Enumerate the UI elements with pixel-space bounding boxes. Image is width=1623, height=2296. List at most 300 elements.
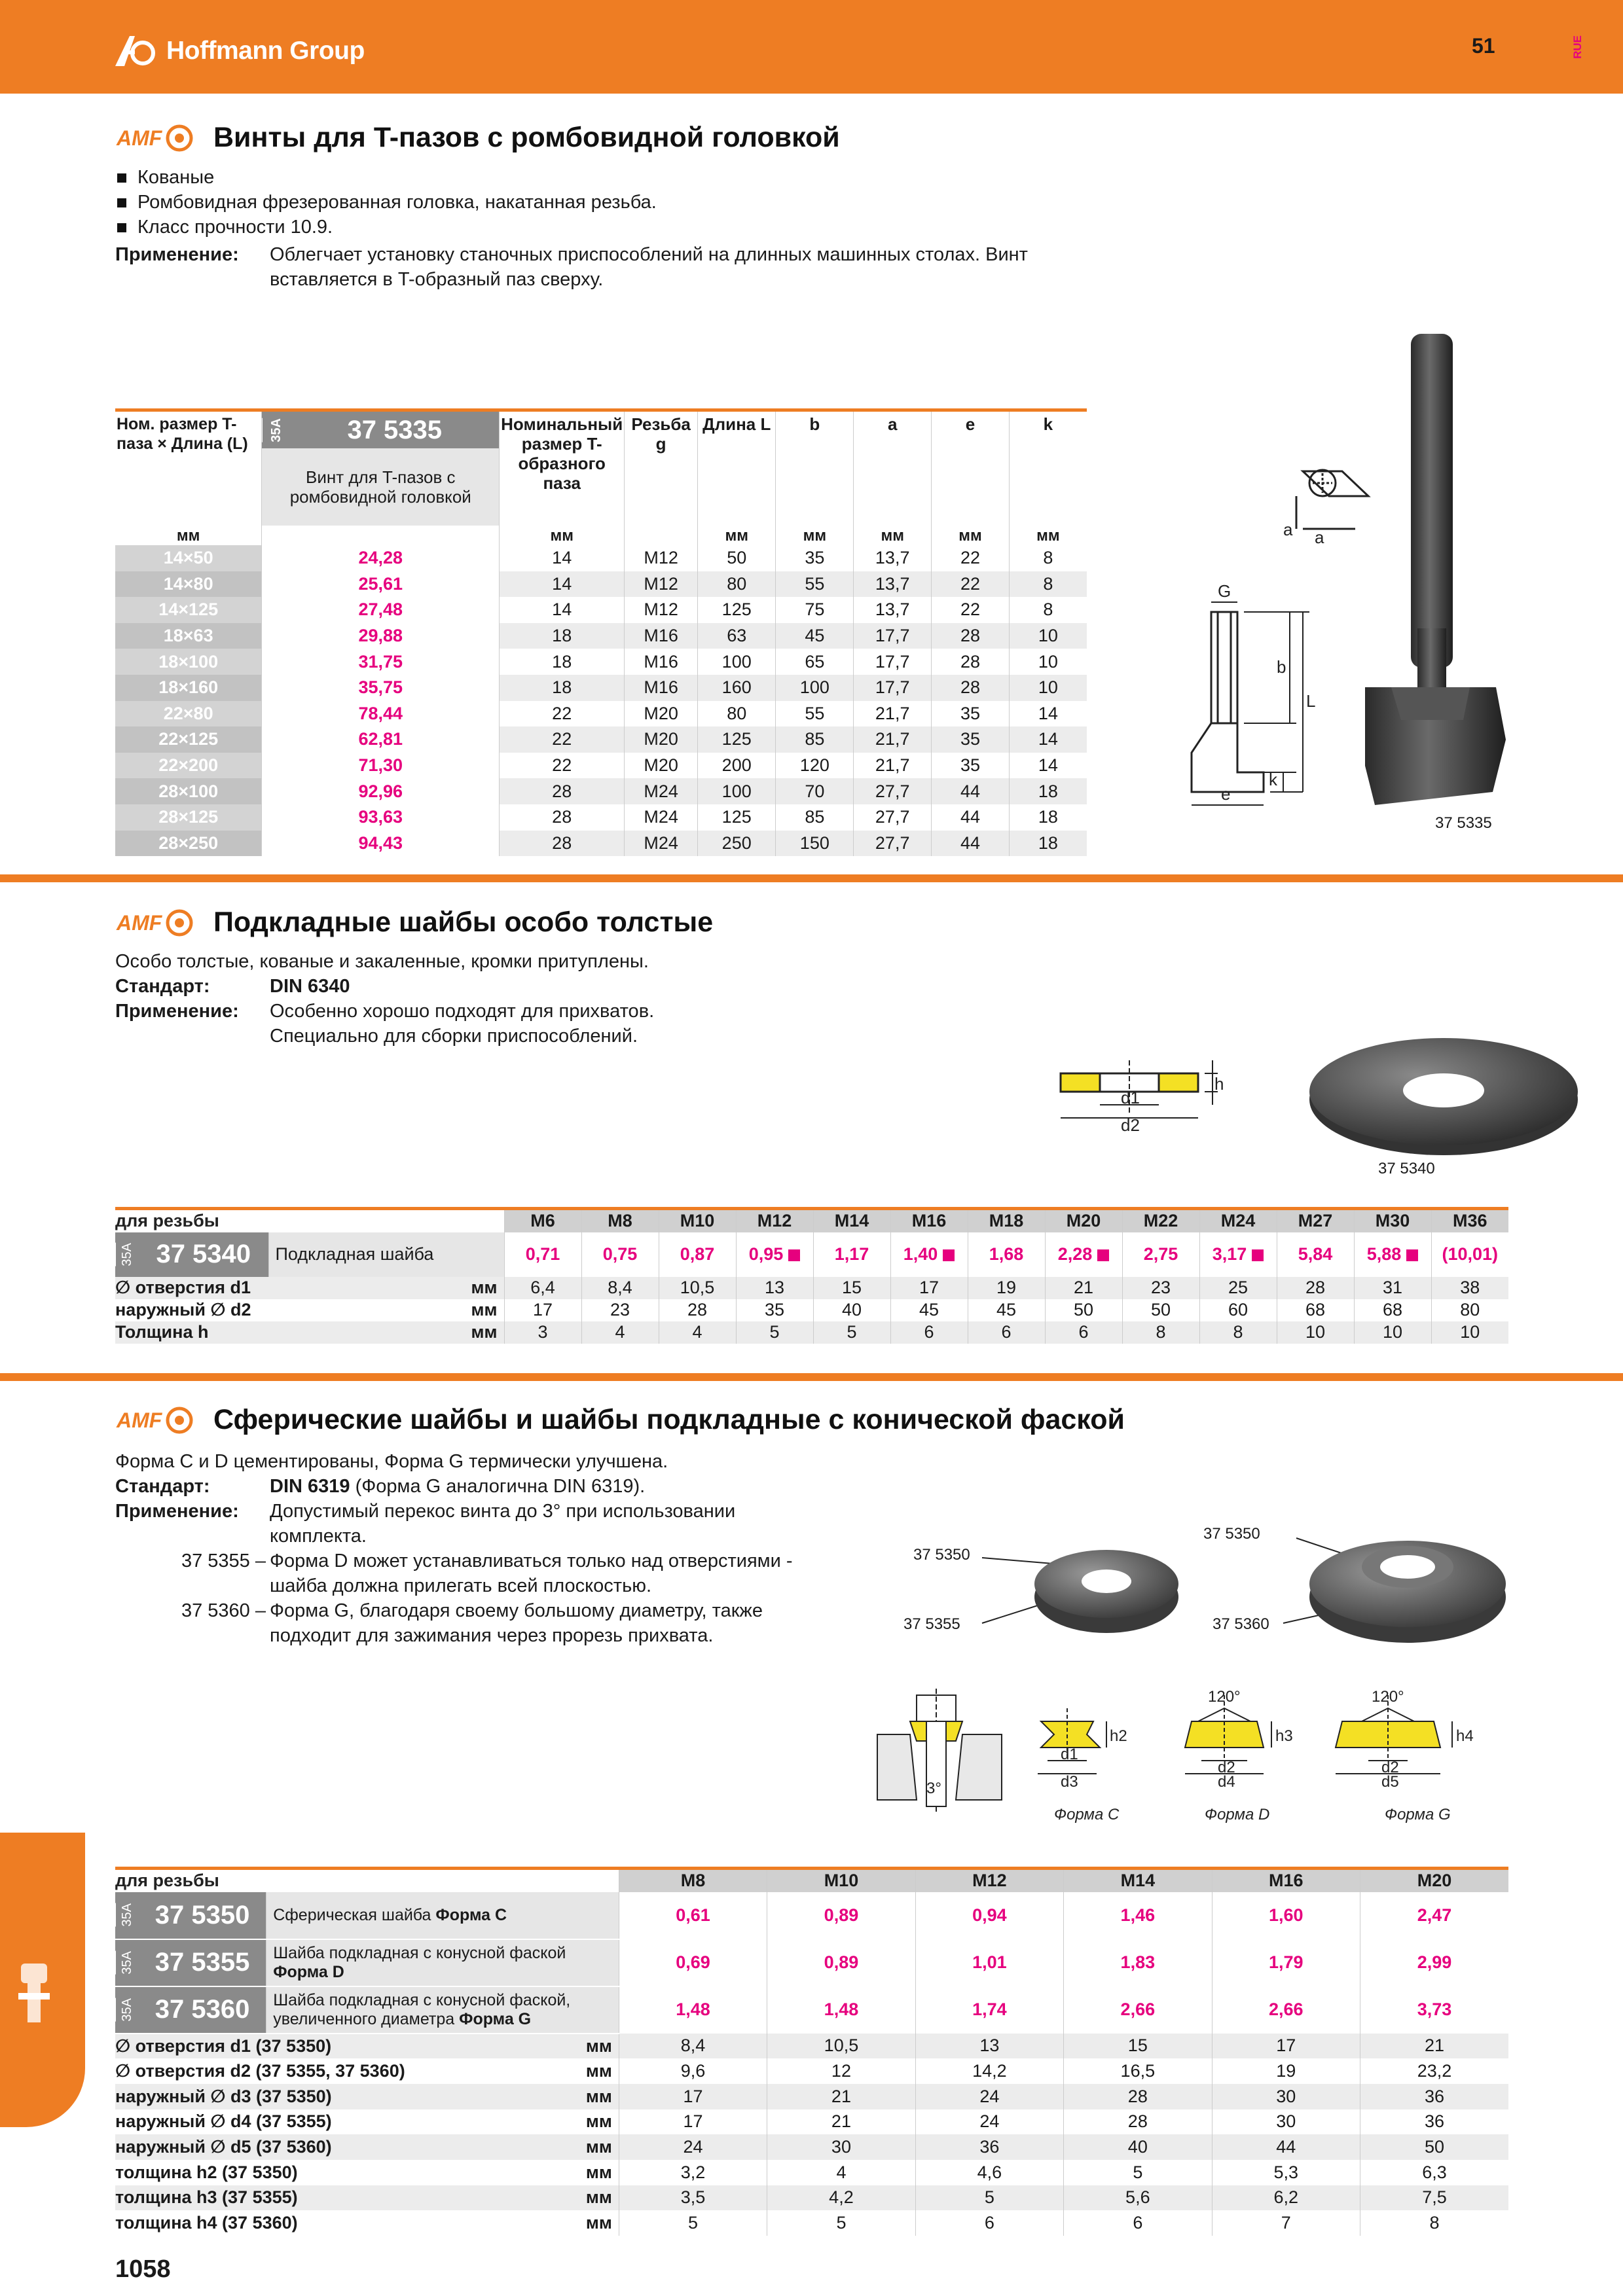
article-cell xyxy=(115,1232,268,1277)
article-number: 37 5350 xyxy=(155,1900,250,1929)
bullet-item: Класс прочности 10.9. xyxy=(115,215,657,240)
unit-cell: мм xyxy=(1009,526,1087,545)
value-cell: 6,4 xyxy=(504,1277,581,1299)
price-cell: 31,75 xyxy=(262,649,500,675)
article-description xyxy=(266,1939,619,1986)
value-cell: 80 xyxy=(697,701,775,727)
value-cell: 22 xyxy=(500,753,625,779)
application-text: Облегчает установку станочных приспособлений на длинных машинных столах. Винт вставляется в T-образный паз сверху. xyxy=(270,244,1028,290)
value-cell: 7 xyxy=(1212,2210,1360,2236)
article-description: Подкладная шайба xyxy=(268,1232,504,1277)
spherical-washers-table xyxy=(115,1867,1508,2236)
standard-value: DIN 6340 xyxy=(270,976,350,997)
application-text: Допустимый перекос винта до 3° при использовании комплекта. xyxy=(270,1501,736,1547)
value-cell: 8 xyxy=(1009,545,1087,571)
value-cell: 28 xyxy=(932,649,1010,675)
article-description xyxy=(266,1986,619,2034)
row-unit: мм xyxy=(586,2034,619,2059)
desc-line: Шайба подкладная с конусной фаской, увеличенного диаметра xyxy=(273,1990,571,2028)
price-cell: 0,89 xyxy=(767,1939,915,1986)
price-cell xyxy=(1199,1232,1277,1277)
value-cell: 68 xyxy=(1277,1299,1354,1321)
unit-cell: мм xyxy=(697,526,775,545)
dim-label-120: 120° xyxy=(1208,1688,1241,1706)
dim-cell: 18×160 xyxy=(115,675,262,701)
dim-label-h: h xyxy=(1214,1074,1224,1094)
price-cell xyxy=(890,1232,968,1277)
thread-header: M22 xyxy=(1122,1209,1199,1232)
form-d-label: Форма D xyxy=(1205,1806,1270,1823)
price-cell xyxy=(736,1232,813,1277)
dim-label-d2: d2 xyxy=(1381,1759,1399,1776)
value-cell: 6 xyxy=(1045,1321,1122,1344)
dim-label-a2: a xyxy=(1315,528,1324,547)
price-cell: 25,61 xyxy=(262,571,500,598)
row-label: наружный ∅ d2 xyxy=(115,1300,251,1319)
value-cell: 44 xyxy=(932,778,1010,804)
value-cell: 6 xyxy=(890,1321,968,1344)
value-cell: 50 xyxy=(1360,2134,1508,2160)
value-cell: 27,7 xyxy=(854,778,932,804)
price-cell xyxy=(581,1232,659,1277)
table-row xyxy=(115,2134,1508,2160)
value-cell: 85 xyxy=(776,726,854,753)
value-cell: 31 xyxy=(1354,1277,1431,1299)
value-cell: 13 xyxy=(915,2034,1063,2059)
table-row xyxy=(115,778,1087,804)
value-cell: 17,7 xyxy=(854,623,932,649)
stock-marker-icon xyxy=(1406,1249,1418,1261)
desc-form: Форма G xyxy=(459,2009,532,2028)
thread-header: M8 xyxy=(619,1869,767,1892)
article-description: Винт для T-пазов с ромбовидной головкой xyxy=(262,448,500,526)
price-value: 1,40 xyxy=(903,1244,938,1264)
tslot-bolt-drawing xyxy=(1165,321,1519,844)
table-row xyxy=(115,2084,1508,2109)
thread-header: M8 xyxy=(581,1209,659,1232)
value-cell: 28 xyxy=(659,1299,736,1321)
article-prefix: 35A xyxy=(115,1951,139,1975)
value-cell: 5 xyxy=(736,1321,813,1344)
dim-cell: 22×200 xyxy=(115,753,262,779)
value-cell: 24 xyxy=(915,2109,1063,2135)
table-row xyxy=(115,571,1087,598)
value-cell: 21 xyxy=(767,2084,915,2109)
application-line: Специально для сборки приспособлений. xyxy=(270,1026,638,1047)
value-cell: 8 xyxy=(1199,1321,1277,1344)
article-cell xyxy=(115,1986,266,2034)
price-cell: 1,48 xyxy=(767,1986,915,2034)
value-cell: 23 xyxy=(1122,1277,1199,1299)
value-cell: 21,7 xyxy=(854,726,932,753)
price-cell xyxy=(659,1232,736,1277)
value-cell: 120 xyxy=(776,753,854,779)
article-number: 37 5355 xyxy=(155,1948,250,1977)
value-cell: 14 xyxy=(500,571,625,598)
standard-label: Стандарт: xyxy=(115,976,210,997)
value-cell: 30 xyxy=(1212,2109,1360,2135)
thread-header: M16 xyxy=(1212,1869,1360,1892)
thread-header: M12 xyxy=(915,1869,1063,1892)
value-cell: 17 xyxy=(504,1299,581,1321)
washer-form-g-photo xyxy=(1309,1541,1506,1643)
price-cell: 1,74 xyxy=(915,1986,1063,2034)
value-cell: 35 xyxy=(932,701,1010,727)
price-cell xyxy=(504,1232,581,1277)
price-cell xyxy=(1122,1232,1199,1277)
section1-bullets xyxy=(115,165,657,240)
article-description xyxy=(266,1892,619,1939)
value-cell: 35 xyxy=(932,753,1010,779)
value-cell: 13,7 xyxy=(854,597,932,623)
note-code: 37 5355 – xyxy=(181,1551,266,1571)
form-g-label: Форма G xyxy=(1385,1806,1451,1823)
value-cell: 250 xyxy=(697,831,775,857)
unit-cell: мм xyxy=(932,526,1010,545)
value-cell: 5,3 xyxy=(1212,2160,1360,2185)
price-cell: 3,73 xyxy=(1360,1986,1508,2034)
table-row xyxy=(115,804,1087,831)
row-unit: мм xyxy=(586,2185,619,2211)
thread-header: M14 xyxy=(813,1209,890,1232)
price-cell xyxy=(813,1232,890,1277)
value-cell: 68 xyxy=(1354,1299,1431,1321)
table-row xyxy=(115,1299,1508,1321)
price-cell xyxy=(1277,1232,1354,1277)
dim-cell: 14×125 xyxy=(115,597,262,623)
value-cell: 19 xyxy=(1212,2058,1360,2084)
value-cell: 200 xyxy=(697,753,775,779)
price-cell: 62,81 xyxy=(262,726,500,753)
value-cell: 80 xyxy=(1431,1299,1508,1321)
value-cell: M24 xyxy=(625,804,698,831)
value-cell: 30 xyxy=(767,2134,915,2160)
value-cell: 8 xyxy=(1360,2210,1508,2236)
value-cell: 6 xyxy=(968,1321,1045,1344)
article-prefix: 35A xyxy=(262,418,290,442)
value-cell: 10 xyxy=(1009,649,1087,675)
table-row xyxy=(115,675,1087,701)
value-cell: 10 xyxy=(1009,675,1087,701)
price-cell: 24,28 xyxy=(262,545,500,571)
thread-header: M30 xyxy=(1354,1209,1431,1232)
value-cell: 10,5 xyxy=(767,2034,915,2059)
price-value: (10,01) xyxy=(1442,1244,1499,1264)
note-text: Форма G, благодаря своему большому диаметру, также подходит для зажимания через прорезь прихвата. xyxy=(270,1600,763,1646)
value-cell: 14 xyxy=(1009,701,1087,727)
value-cell: 40 xyxy=(1064,2134,1212,2160)
row-label: Толщина h xyxy=(115,1321,268,1344)
washer-forms-drawing xyxy=(871,1682,1532,1839)
dim-cell: 28×250 xyxy=(115,831,262,857)
table-row xyxy=(115,2058,1508,2084)
thread-header: M24 xyxy=(1199,1209,1277,1232)
value-cell: 50 xyxy=(697,545,775,571)
table-row xyxy=(115,2034,1508,2059)
thread-header: M12 xyxy=(736,1209,813,1232)
thread-header: M6 xyxy=(504,1209,581,1232)
value-cell: 12 xyxy=(767,2058,915,2084)
price-cell: 29,88 xyxy=(262,623,500,649)
table-row xyxy=(115,2160,1508,2185)
value-cell: 3,5 xyxy=(619,2185,767,2211)
amf-logo-icon xyxy=(115,908,194,937)
value-cell: M24 xyxy=(625,831,698,857)
catalog-code: RUE xyxy=(1571,35,1584,59)
value-cell: 13,7 xyxy=(854,571,932,598)
value-cell: 10 xyxy=(1009,623,1087,649)
value-cell: 4 xyxy=(767,2160,915,2185)
article-cell xyxy=(115,1939,266,1986)
value-cell: 28 xyxy=(932,623,1010,649)
dim-label-k: k xyxy=(1269,770,1277,789)
value-cell: 14,2 xyxy=(915,2058,1063,2084)
value-cell: 15 xyxy=(1064,2034,1212,2059)
washer-din6340-drawing xyxy=(1048,1034,1584,1185)
value-cell: 10,5 xyxy=(659,1277,736,1299)
product-row xyxy=(115,1892,1508,1939)
product-row xyxy=(115,1986,1508,2034)
bullet-item: Кованые xyxy=(115,165,657,190)
dim-cell: 14×50 xyxy=(115,545,262,571)
value-cell: M24 xyxy=(625,778,698,804)
section3-intro: Форма C и D цементированы, Форма G термически улучшена. xyxy=(115,1451,668,1472)
value-cell: 125 xyxy=(697,726,775,753)
value-cell: 4,2 xyxy=(767,2185,915,2211)
section3-text xyxy=(115,1449,809,1648)
value-cell: 60 xyxy=(1199,1299,1277,1321)
row-unit: мм xyxy=(585,2162,612,2182)
value-cell: 5 xyxy=(619,2210,767,2236)
price-value: 1,68 xyxy=(989,1244,1024,1264)
dim-label-h2: h2 xyxy=(1110,1727,1127,1745)
value-cell: 28 xyxy=(1064,2084,1212,2109)
spherical-washers-rows xyxy=(115,2034,1508,2236)
value-cell: 6,3 xyxy=(1360,2160,1508,2185)
thread-header: M36 xyxy=(1431,1209,1508,1232)
value-cell: 6,2 xyxy=(1212,2185,1360,2211)
value-cell: 63 xyxy=(697,623,775,649)
price-value: 2,28 xyxy=(1057,1244,1093,1264)
unit-cell: мм xyxy=(500,526,625,545)
thread-label: для резьбы xyxy=(115,1869,619,1892)
page-number-bottom: 1058 xyxy=(115,2255,171,2283)
row-unit: мм xyxy=(586,2084,619,2109)
value-cell: 19 xyxy=(968,1277,1045,1299)
value-cell: 28 xyxy=(1064,2109,1212,2135)
value-cell: 28 xyxy=(1277,1277,1354,1299)
thread-label: для резьбы xyxy=(115,1209,504,1232)
section1-title: Винты для T-пазов с ромбовидной головкой xyxy=(213,122,840,153)
table-row xyxy=(115,701,1087,727)
price-cell: 1,83 xyxy=(1064,1939,1212,1986)
photo-label: 37 5355 xyxy=(903,1615,960,1633)
value-cell: 21,7 xyxy=(854,701,932,727)
value-cell: 5 xyxy=(767,2210,915,2236)
value-cell: 8,4 xyxy=(581,1277,659,1299)
value-cell: M16 xyxy=(625,623,698,649)
bolt-photo xyxy=(1365,334,1506,805)
value-cell: 44 xyxy=(932,804,1010,831)
value-cell: 6 xyxy=(1064,2210,1212,2236)
value-cell: 36 xyxy=(1360,2109,1508,2135)
price-value: 5,84 xyxy=(1298,1244,1333,1264)
price-value: 3,17 xyxy=(1212,1244,1247,1264)
price-cell: 1,48 xyxy=(619,1986,767,2034)
value-cell: 17 xyxy=(890,1277,968,1299)
price-cell: 1,01 xyxy=(915,1939,1063,1986)
section2-title: Подкладные шайбы особо толстые xyxy=(213,906,714,938)
value-cell: 28 xyxy=(500,804,625,831)
value-cell: 50 xyxy=(1122,1299,1199,1321)
value-cell: 70 xyxy=(776,778,854,804)
dim-label-g: G xyxy=(1218,581,1231,601)
article-number: 37 5340 xyxy=(156,1240,251,1268)
value-cell: 125 xyxy=(697,597,775,623)
price-value: 5,88 xyxy=(1366,1244,1402,1264)
col-header-dim: Ном. размер T-паза × Длина (L) xyxy=(117,415,248,453)
washer-caption: 37 5340 xyxy=(1378,1160,1435,1177)
col-header-article xyxy=(262,410,500,449)
value-cell: 23 xyxy=(581,1299,659,1321)
note-code: 37 5360 – xyxy=(181,1600,266,1621)
price-cell: 2,66 xyxy=(1212,1986,1360,2034)
thread-header: M20 xyxy=(1360,1869,1508,1892)
table-row xyxy=(115,597,1087,623)
desc-line: Шайба подкладная с конусной фаской xyxy=(273,1943,566,1962)
section-divider xyxy=(0,1373,1623,1381)
unit-cell: мм xyxy=(776,526,854,545)
value-cell: 22 xyxy=(932,571,1010,598)
value-cell: 25 xyxy=(1199,1277,1277,1299)
value-cell: 14 xyxy=(1009,753,1087,779)
price-value: 0,71 xyxy=(525,1244,560,1264)
price-cell: 2,66 xyxy=(1064,1986,1212,2034)
price-value: 1,17 xyxy=(834,1244,869,1264)
col-header-b: b xyxy=(776,410,854,526)
photo-label: 37 5350 xyxy=(913,1546,970,1564)
row-unit: мм xyxy=(268,1277,504,1299)
value-cell: 50 xyxy=(1045,1299,1122,1321)
section3-title-row xyxy=(115,1404,1125,1436)
value-cell: M12 xyxy=(625,571,698,598)
section1-application xyxy=(115,242,1058,292)
washer-set-photo xyxy=(1034,1550,1178,1633)
clamp-icon xyxy=(14,1964,54,2029)
value-cell: 35 xyxy=(932,726,1010,753)
value-cell: 21 xyxy=(767,2109,915,2135)
desc-form: Форма C xyxy=(435,1905,507,1924)
value-cell: 40 xyxy=(813,1299,890,1321)
value-cell: 4,6 xyxy=(915,2160,1063,2185)
table-row xyxy=(115,623,1087,649)
stock-marker-icon xyxy=(943,1249,955,1261)
price-cell: 1,79 xyxy=(1212,1939,1360,1986)
dim-label-h3: h3 xyxy=(1275,1727,1293,1745)
standard-value: DIN 6319 xyxy=(270,1476,350,1497)
value-cell: 28 xyxy=(500,831,625,857)
value-cell: 3 xyxy=(504,1321,581,1344)
value-cell: M20 xyxy=(625,701,698,727)
price-cell: 94,43 xyxy=(262,831,500,857)
row-unit: мм xyxy=(585,2111,612,2132)
standard-note: (Форма G аналогична DIN 6319). xyxy=(355,1476,646,1497)
value-cell: M16 xyxy=(625,675,698,701)
row-unit: мм xyxy=(268,1321,504,1344)
value-cell: 150 xyxy=(776,831,854,857)
article-prefix: 35A xyxy=(115,1998,139,2022)
col-header-e: e xyxy=(932,410,1010,526)
unit-cell: мм xyxy=(176,527,200,545)
washer-din6340-rows xyxy=(115,1277,1508,1344)
section2-title-row xyxy=(115,906,713,939)
value-cell: 75 xyxy=(776,597,854,623)
row-label: толщина h3 (37 5355) xyxy=(115,2185,586,2211)
price-value: 2,75 xyxy=(1143,1244,1178,1264)
spherical-washers-products xyxy=(115,1892,1508,2034)
row-unit: мм xyxy=(585,2061,612,2081)
price-cell: 1,46 xyxy=(1064,1892,1212,1939)
value-cell: 23,2 xyxy=(1360,2058,1508,2084)
dim-label-d2: d2 xyxy=(1121,1115,1140,1135)
value-cell: 8 xyxy=(1009,571,1087,598)
value-cell: 5 xyxy=(1064,2160,1212,2185)
amf-logo-icon xyxy=(115,124,194,152)
value-cell: 21 xyxy=(1360,2034,1508,2059)
price-value: 0,87 xyxy=(680,1244,715,1264)
price-cell: 35,75 xyxy=(262,675,500,701)
price-cell: 0,61 xyxy=(619,1892,767,1939)
dim-cell: 18×100 xyxy=(115,649,262,675)
washer-photo xyxy=(1309,1038,1578,1155)
row-label: наружный ∅ d3 (37 5350) xyxy=(115,2084,586,2109)
section2-text xyxy=(115,949,1032,1049)
col-header-k: k xyxy=(1009,410,1087,526)
dim-label-d2: d2 xyxy=(1218,1759,1235,1776)
brand-logo xyxy=(115,31,365,71)
dim-label-d3: d3 xyxy=(1061,1773,1078,1791)
article-number: 37 5335 xyxy=(347,416,443,444)
value-cell: 17 xyxy=(619,2084,767,2109)
value-cell: 27,7 xyxy=(854,831,932,857)
value-cell: 17,7 xyxy=(854,675,932,701)
value-cell: 38 xyxy=(1431,1277,1508,1299)
dim-cell: 22×125 xyxy=(115,726,262,753)
dim-label-120: 120° xyxy=(1372,1688,1404,1706)
table-row xyxy=(115,1321,1508,1344)
value-cell: 65 xyxy=(776,649,854,675)
product-row xyxy=(115,1939,1508,1986)
price-cell: 71,30 xyxy=(262,753,500,779)
price-value: 0,95 xyxy=(748,1244,784,1264)
dim-label-e: e xyxy=(1221,784,1231,804)
value-cell: 44 xyxy=(932,831,1010,857)
value-cell: 45 xyxy=(968,1299,1045,1321)
washer-din6340-table xyxy=(115,1207,1508,1344)
price-cell xyxy=(1354,1232,1431,1277)
value-cell: 18 xyxy=(1009,778,1087,804)
svg-text:AMF: AMF xyxy=(117,1408,162,1432)
price-cell: 1,60 xyxy=(1212,1892,1360,1939)
dim-label-d1: d1 xyxy=(1121,1088,1140,1107)
value-cell: 18 xyxy=(1009,804,1087,831)
value-cell: 125 xyxy=(697,804,775,831)
value-cell: 24 xyxy=(619,2134,767,2160)
dim-label-d1: d1 xyxy=(1061,1746,1078,1763)
form-c-label: Форма C xyxy=(1054,1806,1120,1823)
section1-title-row xyxy=(115,122,840,154)
application-label: Применение: xyxy=(115,1001,239,1022)
